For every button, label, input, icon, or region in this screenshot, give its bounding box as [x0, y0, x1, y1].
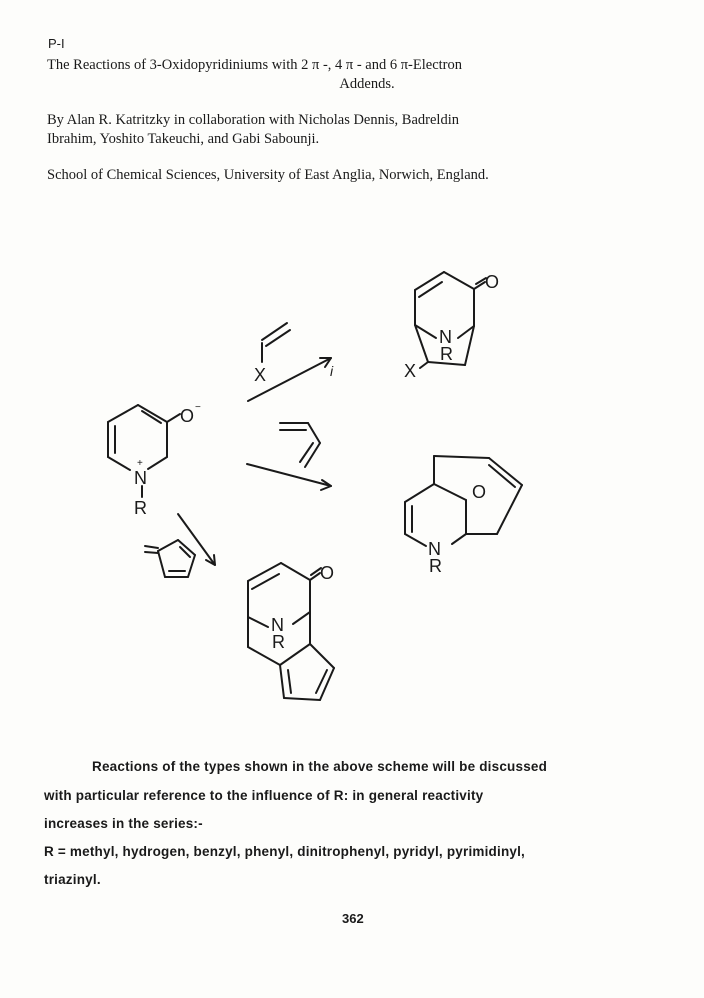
body-paragraph-line-3: increases in the series:- — [44, 816, 203, 831]
product1-oxygen: O — [485, 272, 500, 292]
authors-line-1: By Alan R. Katritzky in collaboration with Nicholas Dennis, Badreldin — [47, 112, 459, 128]
product3-r: R — [272, 632, 285, 652]
arrow-top-label: i — [330, 363, 334, 379]
authors-line-2: Ibrahim, Yoshito Takeuchi, and Gabi Sabounji. — [47, 131, 320, 147]
paper-title-line-1: The Reactions of 3-Oxidopyridiniums with 2 π -, 4 π - and 6 π-Electron — [47, 57, 462, 73]
diene-reagent — [280, 423, 320, 467]
arrow-bottom — [178, 514, 215, 565]
product3-oxygen: O — [320, 563, 335, 583]
substituent-r: R — [134, 498, 147, 518]
charge-plus: + — [137, 458, 143, 469]
product1-x: X — [404, 361, 417, 381]
product-bicyclic-x — [404, 272, 499, 381]
charge-minus: − — [195, 402, 201, 413]
page-number: 362 — [342, 911, 364, 926]
paper-title-line-2: Addends. — [339, 76, 395, 92]
product-fused-ring — [405, 456, 522, 576]
product2-r: R — [429, 556, 442, 576]
fulvene-reagent — [145, 540, 195, 577]
product2-nitrogen: N — [428, 539, 441, 559]
product1-r: R — [440, 344, 453, 364]
affiliation: School of Chemical Sciences, University of East Anglia, Norwich, England. — [47, 167, 489, 183]
vinyl-reagent — [254, 323, 290, 385]
paper-code: P-I — [48, 36, 65, 51]
arrow-middle — [247, 464, 331, 486]
oxidopyridinium-structure — [108, 402, 201, 518]
atom-nitrogen: N — [134, 468, 147, 488]
body-paragraph-line-2: with particular reference to the influence of R: in general reactivity — [44, 788, 484, 803]
series-line-2: triazinyl. — [44, 872, 101, 887]
atom-oxygen: O — [180, 406, 195, 426]
product-tricyclic — [248, 563, 334, 700]
product3-nitrogen: N — [271, 615, 284, 635]
product1-nitrogen: N — [439, 327, 452, 347]
body-paragraph-line-1: Reactions of the types shown in the above scheme will be discussed — [92, 759, 548, 774]
reagent-substituent-x: X — [254, 365, 267, 385]
series-line-1: R = methyl, hydrogen, benzyl, phenyl, dinitrophenyl, pyridyl, pyrimidinyl, — [44, 844, 525, 859]
product2-oxygen: O — [472, 482, 487, 502]
